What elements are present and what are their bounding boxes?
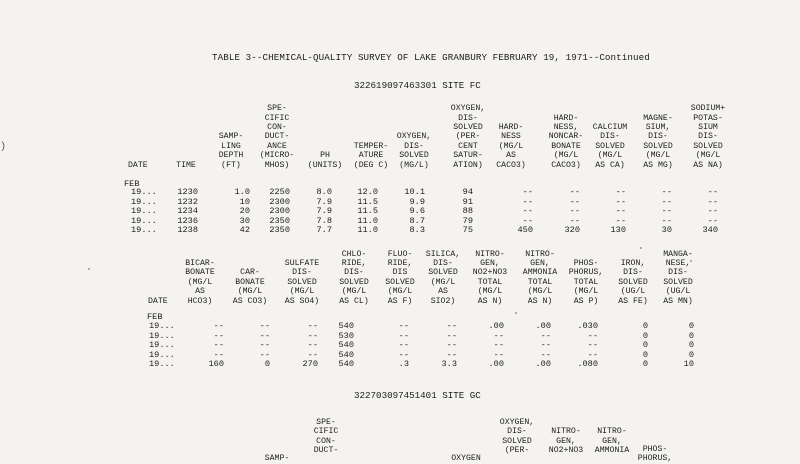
table-cell: .00 — [488, 321, 504, 331]
table-cell: -- — [540, 340, 551, 350]
partial-header-col-4: NITRO- GEN, NO2+NO3 — [548, 427, 584, 456]
table-cell: -- — [446, 340, 457, 350]
header-col-10: IRON, DIS- SOLVED (UG/L AS FE) — [618, 259, 648, 306]
table-cell: 270 — [302, 359, 318, 369]
table-cell: 30 — [239, 215, 250, 226]
table-cell: 0 — [642, 349, 648, 360]
table-cell: 540 — [338, 359, 354, 369]
site-gc-label: 322703097451401 SITE GC — [354, 390, 481, 401]
table-cell: 94 — [462, 187, 473, 197]
row-date: 19... — [149, 349, 175, 360]
table-cell: 1234 — [177, 206, 198, 216]
table-cell: 1230 — [177, 187, 198, 197]
row-date: 19... — [149, 359, 175, 369]
table-cell: -- — [213, 349, 224, 360]
table-cell: -- — [522, 187, 533, 197]
table-cell: -- — [213, 321, 224, 331]
header-col-4: PH (UNITS) — [307, 151, 343, 170]
table-cell: 30 — [661, 225, 672, 235]
row-date: 19... — [131, 225, 157, 235]
table-cell: 0 — [688, 349, 694, 360]
row-date: 19... — [149, 321, 175, 331]
table-cell: -- — [213, 330, 224, 341]
header-col-2: SAMP- LING DEPTH (FT) — [218, 132, 244, 170]
table-cell: 2250 — [269, 187, 290, 197]
header-col-9: HARD- NESS, NONCAR- BONATE (MG/L CACO3) — [548, 113, 584, 170]
header-col-7: OXYGEN, DIS- SOLVED (PER- CENT SATUR- ATION) — [450, 104, 486, 170]
table-cell: .00 — [535, 321, 551, 331]
table-cell: .030 — [577, 321, 598, 331]
table-cell: 7.9 — [316, 206, 332, 216]
header-date: DATE — [148, 296, 168, 306]
header-col-6: SILICA, DIS- SOLVED (MG/L AS SIO2) — [425, 249, 461, 306]
table-cell: -- — [398, 330, 409, 341]
partial-header-col-5: NITRO- GEN, AMMONIA — [594, 427, 630, 456]
partial-header-col-6: PHOS- PHORUS, — [637, 445, 673, 464]
table-cell: -- — [615, 206, 626, 216]
table-cell: -- — [661, 196, 672, 207]
table-cell: -- — [569, 215, 580, 226]
header-col-11: MAGNE- SIUM, DIS- SOLVED (MG/L AS MG) — [643, 113, 673, 170]
header-date: DATE — [128, 160, 148, 170]
table-cell: -- — [259, 321, 270, 331]
table-cell: 130 — [610, 225, 626, 235]
table-cell: 540 — [338, 340, 354, 350]
table-cell: -- — [446, 321, 457, 331]
table-cell: 88 — [462, 206, 473, 216]
table-cell: 0 — [642, 321, 648, 331]
table-cell: -- — [522, 206, 533, 216]
site-fc-label: 322619097463301 SITE FC — [354, 80, 481, 91]
header-col-3: SULFATE DIS- SOLVED (MG/L AS SO4) — [284, 259, 320, 306]
partial-header-col-0: SPE- CIFIC CON- DUCT- — [313, 418, 339, 456]
header-col-8: HARD- NESS (MG/L AS CACO3) — [496, 123, 526, 170]
row-date: 19... — [131, 196, 157, 207]
table-cell: 0 — [642, 340, 648, 350]
table-cell: 10 — [239, 196, 250, 207]
table-cell: 11.5 — [357, 206, 378, 216]
table-cell: 11.0 — [357, 225, 378, 235]
table-cell: 2300 — [269, 206, 290, 216]
table-cell: 91 — [462, 196, 473, 207]
table-cell: 10.1 — [404, 187, 425, 197]
table-cell: 9.9 — [409, 196, 425, 207]
table-cell: 3.3 — [441, 359, 457, 369]
table-cell: 8.3 — [409, 225, 425, 235]
table-cell: -- — [707, 215, 718, 226]
table-cell: -- — [661, 206, 672, 216]
month-label: FEB — [124, 179, 140, 189]
table-cell: 9.6 — [409, 206, 425, 216]
table-cell: 20 — [239, 206, 250, 216]
table-cell: 340 — [702, 225, 718, 235]
table-cell: 1236 — [177, 215, 198, 226]
table-cell: -- — [259, 349, 270, 360]
table-cell: -- — [707, 196, 718, 207]
table-cell: .00 — [488, 359, 504, 369]
table-cell: 10 — [683, 359, 694, 369]
table-cell: -- — [569, 206, 580, 216]
table-cell: 1.0 — [234, 187, 250, 197]
table-cell: 0 — [688, 321, 694, 331]
row-date: 19... — [149, 330, 175, 341]
table-cell: 2350 — [269, 215, 290, 226]
header-col-6: OXYGEN, DIS- SOLVED (MG/L) — [396, 132, 432, 170]
table-cell: -- — [540, 330, 551, 341]
table-cell: -- — [587, 349, 598, 360]
table-cell: -- — [307, 340, 318, 350]
table-cell: -- — [307, 330, 318, 341]
table-cell: -- — [307, 349, 318, 360]
table-cell: -- — [569, 187, 580, 197]
table-cell: -- — [540, 349, 551, 360]
table-cell: 0 — [688, 340, 694, 350]
table-cell: -- — [661, 187, 672, 197]
table-cell: 7.7 — [316, 225, 332, 235]
table-cell: 11.0 — [357, 215, 378, 226]
table-cell: 320 — [564, 225, 580, 235]
table-cell: -- — [493, 349, 504, 360]
table-cell: 0 — [642, 359, 648, 369]
table-cell: -- — [707, 187, 718, 197]
row-date: 19... — [131, 206, 157, 216]
table-cell: 8.7 — [409, 215, 425, 226]
table-cell: -- — [569, 196, 580, 207]
table-cell: -- — [661, 215, 672, 226]
table-cell: 1238 — [177, 225, 198, 235]
table-cell: 7.8 — [316, 215, 332, 226]
table-cell: -- — [522, 215, 533, 226]
table-cell: -- — [398, 321, 409, 331]
table-cell: -- — [398, 340, 409, 350]
table-cell: -- — [615, 196, 626, 207]
row-date: 19... — [149, 340, 175, 350]
header-col-3: SPE- CIFIC CON- DUCT- ANCE (MICRO- MHOS) — [259, 104, 295, 170]
table-cell: 530 — [338, 330, 354, 341]
table-cell: 450 — [517, 225, 533, 235]
table-cell: -- — [493, 330, 504, 341]
header-col-8: NITRO- GEN, AMMONIA TOTAL (MG/L AS N) — [522, 249, 558, 306]
table-cell: 160 — [208, 359, 224, 369]
table-cell: 1232 — [177, 196, 198, 207]
table-cell: -- — [615, 215, 626, 226]
partial-header-col-2: OXYGEN — [451, 454, 481, 463]
table-cell: -- — [213, 340, 224, 350]
table-cell: .080 — [577, 359, 598, 369]
table-cell: -- — [493, 340, 504, 350]
table-cell: -- — [446, 349, 457, 360]
header-col-10: CALCIUM DIS- SOLVED (MG/L AS CA) — [592, 123, 628, 170]
table-cell: 11.5 — [357, 196, 378, 207]
table-cell: -- — [259, 340, 270, 350]
header-col-7: NITRO- GEN, NO2+NO3 TOTAL (MG/L AS N) — [472, 249, 508, 306]
margin-mark: ) — [0, 142, 7, 153]
table-title: TABLE 3--CHEMICAL-QUALITY SURVEY OF LAKE GRANBURY FEBRUARY 19, 1971--Continued — [212, 52, 650, 63]
table-cell: -- — [707, 206, 718, 216]
table-cell: 2350 — [269, 225, 290, 235]
table-cell: -- — [522, 196, 533, 207]
table-cell: 0 — [688, 330, 694, 341]
table-cell: 79 — [462, 215, 473, 226]
header-col-9: PHOS- PHORUS, TOTAL (MG/L AS P) — [568, 259, 604, 306]
header-col-12: SODIUM+ POTAS- SIUM DIS- SOLVED (MG/L AS NA) — [690, 104, 726, 170]
table-cell: 7.9 — [316, 196, 332, 207]
table-cell: .3 — [398, 359, 409, 369]
table-cell: 12.0 — [357, 187, 378, 197]
table-cell: 540 — [338, 321, 354, 331]
table-cell: 0 — [642, 330, 648, 341]
header-col-5: FLUO- RIDE, DIS SOLVED (MG/L AS F) — [385, 249, 415, 306]
table-cell: -- — [398, 349, 409, 360]
row-date: 19... — [131, 187, 157, 197]
table-cell: 8.0 — [316, 187, 332, 197]
header-col-2: CAR- BONATE (MG/L AS CO3) — [232, 268, 268, 306]
table-cell: -- — [615, 187, 626, 197]
table-cell: -- — [259, 330, 270, 341]
row-date: 19... — [131, 215, 157, 226]
table-cell: -- — [446, 330, 457, 341]
table-cell: 0 — [264, 359, 270, 369]
header-col-4: CHLO- RIDE, DIS- SOLVED (MG/L AS CL) — [339, 249, 369, 306]
month-label: FEB — [147, 312, 163, 322]
table-cell: 75 — [462, 225, 473, 235]
header-col-11: MANGA- NESE, DIS- SOLVED (UG/L AS MN) — [663, 249, 693, 306]
partial-header-col-3: OXYGEN, DIS- SOLVED (PER- — [499, 418, 535, 456]
header-col-5: TEMPER- ATURE (DEG C) — [353, 141, 389, 170]
table-cell: -- — [587, 340, 598, 350]
table-cell: -- — [587, 330, 598, 341]
table-cell: 540 — [338, 349, 354, 360]
header-col-1: BICAR- BONATE (MG/L AS HCO3) — [185, 259, 215, 306]
table-cell: .00 — [535, 359, 551, 369]
table-cell: -- — [307, 321, 318, 331]
partial-header-col-1: SAMP- — [264, 454, 290, 463]
header-col-1: TIME — [176, 160, 196, 170]
table-cell: 2300 — [269, 196, 290, 207]
table-cell: 42 — [239, 225, 250, 235]
